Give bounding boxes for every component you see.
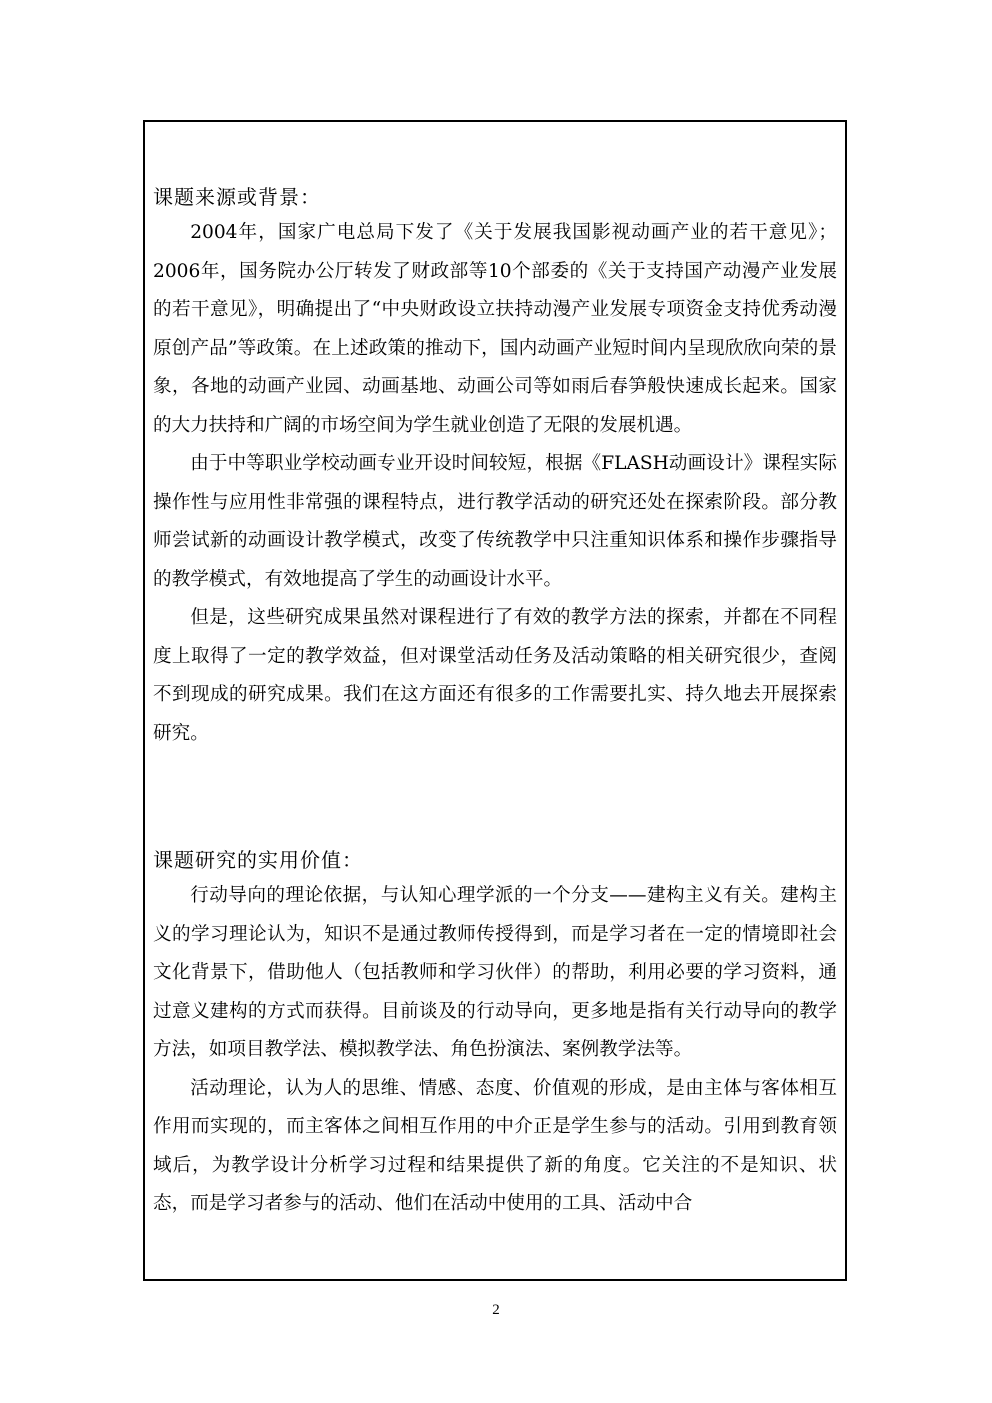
page-number: 2 — [492, 1302, 500, 1318]
section-heading: 课题来源或背景： — [153, 185, 321, 209]
paragraph: 活动理论，认为人的思维、情感、态度、价值观的形成，是由主体与客体相互作用而实现的，而主客体之间相互作用的中介正是学生参与的活动。引用到教育领域后，为教学设计分析学习过程和结果提供了新的角度。它关注的不是知识、状态，而是学习者参与的活动、他们在活动中使用的工具、活动中合 — [153, 1077, 837, 1214]
section-heading: 课题研究的实用价值： — [153, 848, 363, 872]
paragraph: 2004年，国家广电总局下发了《关于发展我国影视动画产业的若干意见》；2006年，国务院办公厅转发了财政部等10个部委的《关于支持国产动漫产业发展的若干意见》，明确提出了“中央财政设立扶持动漫产业发展专项资金支持优秀动漫原创产品”等政策。在上述政策的推动下，国内动画产业短时间内呈现欣欣向荣的景象，各地的动画产业园、动画基地、动画公司等如雨后春笋般快速成长起来。国家的大力扶持和广阔的市场空间为学生就业创造了无限的发展机遇。 — [153, 222, 837, 436]
content-box — [143, 120, 847, 1281]
background-section — [153, 184, 837, 753]
paragraph: 由于中等职业学校动画专业开设时间较短，根据《FLASH动画设计》课程实际操作性与应用性非常强的课程特点，进行教学活动的研究还处在探索阶段。部分教师尝试新的动画设计教学模式，改变了传统教学中只注重知识体系和操作步骤指导的教学模式，有效地提高了学生的动画设计水平。 — [153, 453, 837, 590]
paragraph: 行动导向的理论依据，与认知心理学派的一个分支——建构主义有关。建构主义的学习理论认为，知识不是通过教师传授得到，而是学习者在一定的情境即社会文化背景下，借助他人（包括教师和学习伙伴）的帮助，利用必要的学习资料，通过意义建构的方式而获得。目前谈及的行动导向，更多地是指有关行动导向的教学方法，如项目教学法、模拟教学法、角色扮演法、案例教学法等。 — [153, 885, 837, 1060]
paragraph: 但是，这些研究成果虽然对课程进行了有效的教学方法的探索，并都在不同程度上取得了一定的教学效益，但对课堂活动任务及活动策略的相关研究很少，查阅不到现成的研究成果。我们在这方面还有很多的工作需要扎实、持久地去开展探索研究。 — [153, 607, 837, 744]
practical-value-section — [153, 847, 837, 1224]
